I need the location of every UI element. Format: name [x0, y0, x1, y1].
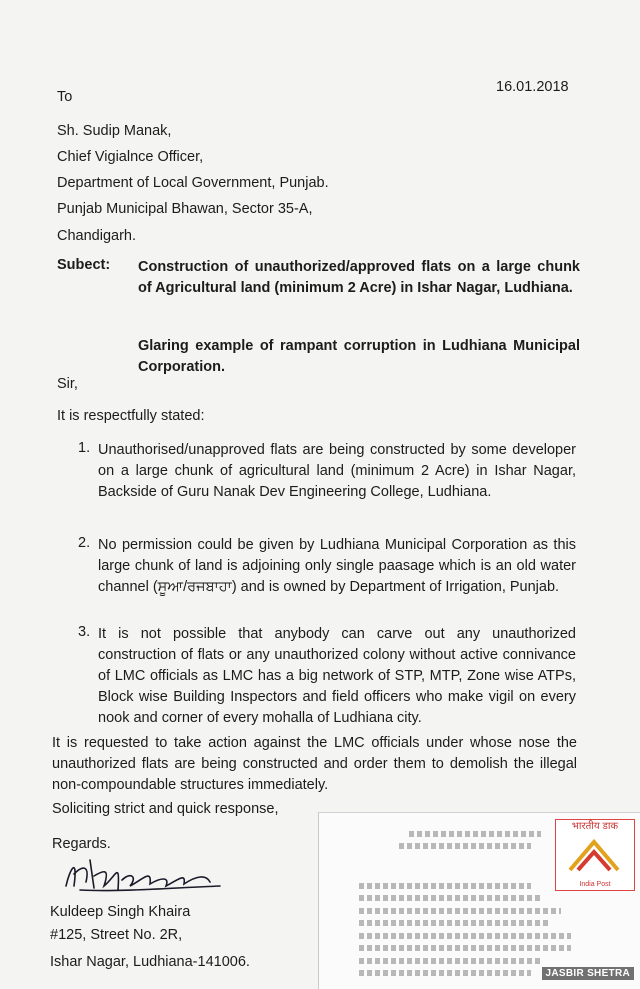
opening-line: It is respectfully stated:: [57, 408, 205, 424]
address-line: Chief Vigialnce Officer,: [57, 149, 204, 165]
post-logo-subtitle: India Post: [579, 881, 611, 888]
point-text: No permission could be given by Ludhiana Municipal Corporation as this large chunk of land is adjoining only single paasage which is an old water channel (ਸੂਆ/ਰਜਬਾਹਾ) and is owned by Department of Irrigation, Punjab.: [98, 537, 576, 595]
address-line: Punjab Municipal Bhawan, Sector 35-A,: [57, 201, 313, 217]
request-paragraph: It is requested to take action against the LMC officials under whose nose the unauthorized flats are being constructed and order them to demolish the illegal non-compoundable structures immediately.: [52, 735, 577, 793]
photo-credit: JASBIR SHETRA: [542, 967, 634, 980]
sender-line: Ishar Nagar, Ludhiana-141006.: [50, 954, 250, 970]
greeting: Sir,: [57, 376, 78, 392]
point-number: 1.: [78, 440, 91, 456]
india-post-logo: [555, 819, 635, 891]
subject-line-2: Glaring example of rampant corruption in Ludhiana Municipal Corporation.: [138, 338, 580, 375]
point-text: Unauthorised/unapproved flats are being constructed by some developer on a large chunk of agricultural land (minimum 2 Acre) in Ishar Nagar, Backside of Guru Nanak Dev Engineering College, Ludhiana.: [98, 442, 576, 500]
signature: [60, 846, 230, 898]
subject-line-1: Construction of unauthorized/approved flats on a large chunk of Agricultural land (minimum 2 Acre) in Ishar Nagar, Ludhiana.: [138, 259, 580, 296]
point-number: 2.: [78, 535, 91, 551]
sender-line: #125, Street No. 2R,: [50, 927, 183, 943]
letter-date: 16.01.2018: [496, 79, 569, 95]
address-line: Sh. Sudip Manak,: [57, 123, 172, 139]
salutation-to: To: [57, 89, 73, 105]
subject-label: Subect:: [57, 257, 111, 273]
point-number: 3.: [78, 624, 91, 640]
post-envelope-icon: [566, 836, 622, 874]
address-line: Chandigarh.: [57, 228, 136, 244]
postal-envelope: [318, 812, 640, 989]
address-line: Department of Local Government, Punjab.: [57, 175, 329, 191]
sender-line: Kuldeep Singh Khaira: [50, 904, 191, 920]
regards-line: Regards.: [52, 836, 111, 852]
post-logo-title: भारतीय डाक: [571, 821, 619, 832]
point-text: It is not possible that anybody can carve out any unauthorized construction of flats or any unauthorized colony without active connivance of LMC officials as LMC has a big network of STP, MTP, Zone wise ATPs, Block wise Building Inspectors and field officers who make vigil on every nook and corner of every mohalla of Ludhiana city.: [98, 626, 576, 726]
soliciting-line: Soliciting strict and quick response,: [52, 801, 279, 817]
